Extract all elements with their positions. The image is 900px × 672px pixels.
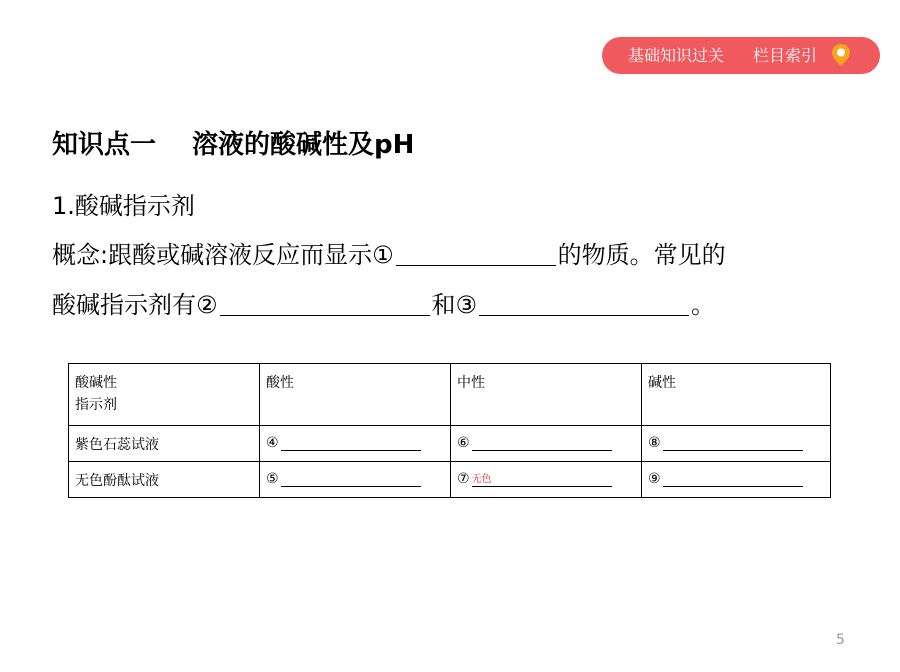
index-label[interactable]: 栏目索引 — [753, 46, 818, 65]
blank-2[interactable] — [220, 289, 430, 316]
blank-number: ⑨ — [648, 471, 661, 487]
answer-cell — [260, 426, 451, 462]
indicators-suffix: 。 — [691, 291, 716, 319]
indicators-mid: 和③ — [431, 291, 478, 319]
blank-number: ⑥ — [457, 435, 470, 451]
answer-blank[interactable] — [663, 470, 803, 487]
header-acid: 酸性 — [260, 364, 451, 426]
heading-part1: 知识点一 — [52, 130, 157, 160]
concept-suffix: 的物质。常见的 — [557, 241, 726, 269]
answer-cell — [451, 426, 642, 462]
blank-3[interactable] — [479, 289, 689, 316]
concept-line — [52, 235, 726, 270]
answer-cell — [642, 426, 831, 462]
blank-number: ⑦ — [457, 471, 470, 487]
header-neutral: 中性 — [451, 364, 642, 426]
location-pin-icon[interactable] — [828, 42, 854, 68]
answer-blank[interactable] — [663, 434, 803, 451]
answer-cell — [642, 462, 831, 498]
header-col1-line1: 酸碱性 — [75, 375, 117, 391]
row-label: 无色酚酞试液 — [69, 462, 260, 498]
concept-prefix: 概念:跟酸或碱溶液反应而显示① — [52, 241, 394, 269]
table-row — [69, 462, 831, 498]
page-number: 5 — [836, 632, 845, 648]
answer-blank[interactable] — [472, 434, 612, 451]
section-nav-pill[interactable] — [602, 37, 880, 74]
answer-blank[interactable] — [281, 470, 421, 487]
answer-blank[interactable] — [472, 470, 612, 487]
blank-1[interactable] — [396, 239, 556, 266]
section-heading — [52, 124, 414, 161]
indicator-table — [68, 363, 831, 498]
blank-number: ④ — [266, 435, 279, 451]
residual-answer-mark: 无色 — [471, 474, 492, 485]
header-base: 碱性 — [642, 364, 831, 426]
heading-part2: 溶液的酸碱性及pH — [192, 130, 415, 160]
header-indicator-cell — [69, 364, 260, 426]
blank-number: ⑧ — [648, 435, 661, 451]
table-row — [69, 426, 831, 462]
answer-cell — [451, 462, 642, 498]
blank-number: ⑤ — [266, 471, 279, 487]
header-col1-line2: 指示剂 — [75, 397, 117, 413]
indicators-prefix: 酸碱指示剂有② — [52, 291, 218, 319]
section-label[interactable]: 基础知识过关 — [628, 46, 725, 65]
item1-title: 1.酸碱指示剂 — [52, 192, 195, 220]
row-label: 紫色石蕊试液 — [69, 426, 260, 462]
answer-blank[interactable] — [281, 434, 421, 451]
answer-cell — [260, 462, 451, 498]
indicators-line — [52, 285, 715, 320]
table-header-row — [69, 364, 831, 426]
